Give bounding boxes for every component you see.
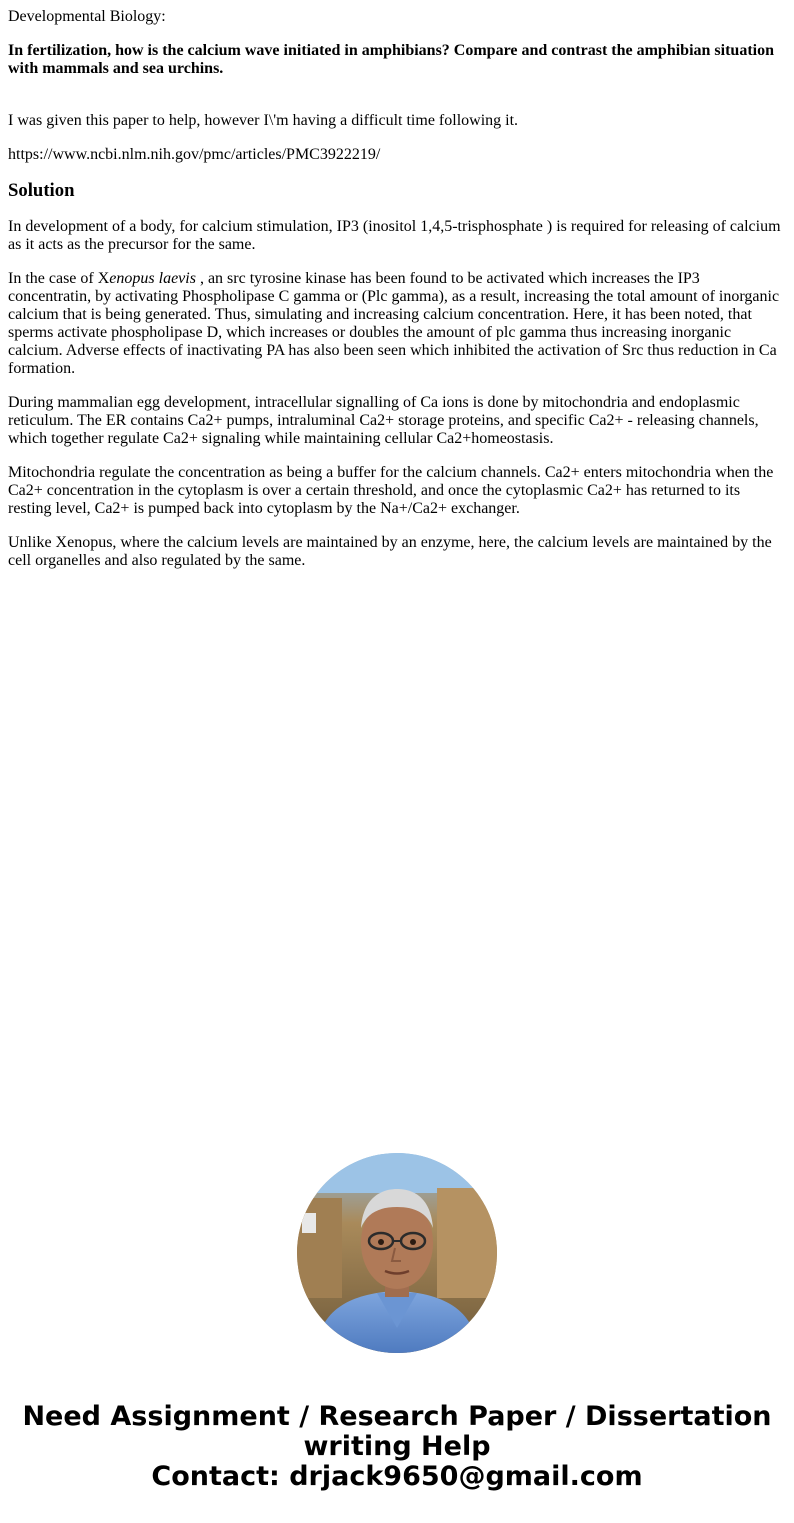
solution-paragraph-2	[8, 270, 786, 378]
solution-paragraph-5: Unlike Xenopus, where the calcium levels are maintained by an enzyme, here, the calcium levels are maintained by the cell organelles and also regulated by the same.	[8, 534, 772, 569]
spacer	[8, 94, 786, 112]
solution-paragraph-4: Mitochondria regulate the concentration as being a buffer for the calcium channels. Ca2+ enters mitochondria when the Ca2+ concentration in the cytoplasm is over a certain threshold, and once the cytoplasmic Ca2+ has returned to its resting level, Ca2+ is pumped back into cytoplasm by the Na+/Ca2+ exchanger.	[8, 464, 774, 517]
subject-label: Developmental Biology:	[8, 8, 166, 25]
promo-banner	[0, 1402, 794, 1492]
p2-rest: , an src tyrosine kinase has been found to be activated which increases the IP3 concentratin, by activating Phospholipase C gamma or (Plc gamma), as a result, increasing the total amount of inorganic calcium that is being generated. Thus, simulating and increasing calcium concentration. Here, it has been noted, that sperms activate phospholipase D, which increases or doubles the amount of plc gamma thus increasing inorganic calcium. Adverse effects of inactivating PA has also been seen which inhibited the activation of Src thus reduction in Ca formation.	[8, 270, 780, 377]
paper-link[interactable]: https://www.ncbi.nlm.nih.gov/pmc/articles/PMC3922219/	[8, 146, 381, 163]
promo-contact[interactable]: Contact: drjack9650@gmail.com	[151, 1461, 643, 1492]
promo-line-1: Need Assignment / Research Paper / Dissertation writing Help	[22, 1401, 772, 1462]
solution-heading: Solution	[8, 180, 75, 201]
document-body	[0, 0, 794, 570]
p2-prefix: In the case of X	[8, 270, 110, 287]
question-text: In fertilization, how is the calcium wave initiated in amphibians? Compare and contrast the amphibian situation with mammals and sea urchins.	[8, 42, 774, 77]
species-name: enopus laevis	[109, 270, 196, 287]
solution-paragraph-3: During mammalian egg development, intracellular signalling of Ca ions is done by mitochondria and endoplasmic reticulum. The ER contains Ca2+ pumps, intraluminal Ca2+ storage proteins, and specific Ca2+ - releasing channels, which together regulate Ca2+ signaling while maintaining cellular Ca2+homeostasis.	[8, 394, 759, 447]
solution-paragraph-1: In development of a body, for calcium stimulation, IP3 (inositol 1,4,5-trisphosphate ) is required for releasing of calcium as it acts as the precursor for the same.	[8, 218, 781, 253]
author-photo	[297, 1153, 497, 1353]
avatar	[297, 1153, 497, 1353]
note-text: I was given this paper to help, however I\'m having a difficult time following it.	[8, 112, 519, 129]
